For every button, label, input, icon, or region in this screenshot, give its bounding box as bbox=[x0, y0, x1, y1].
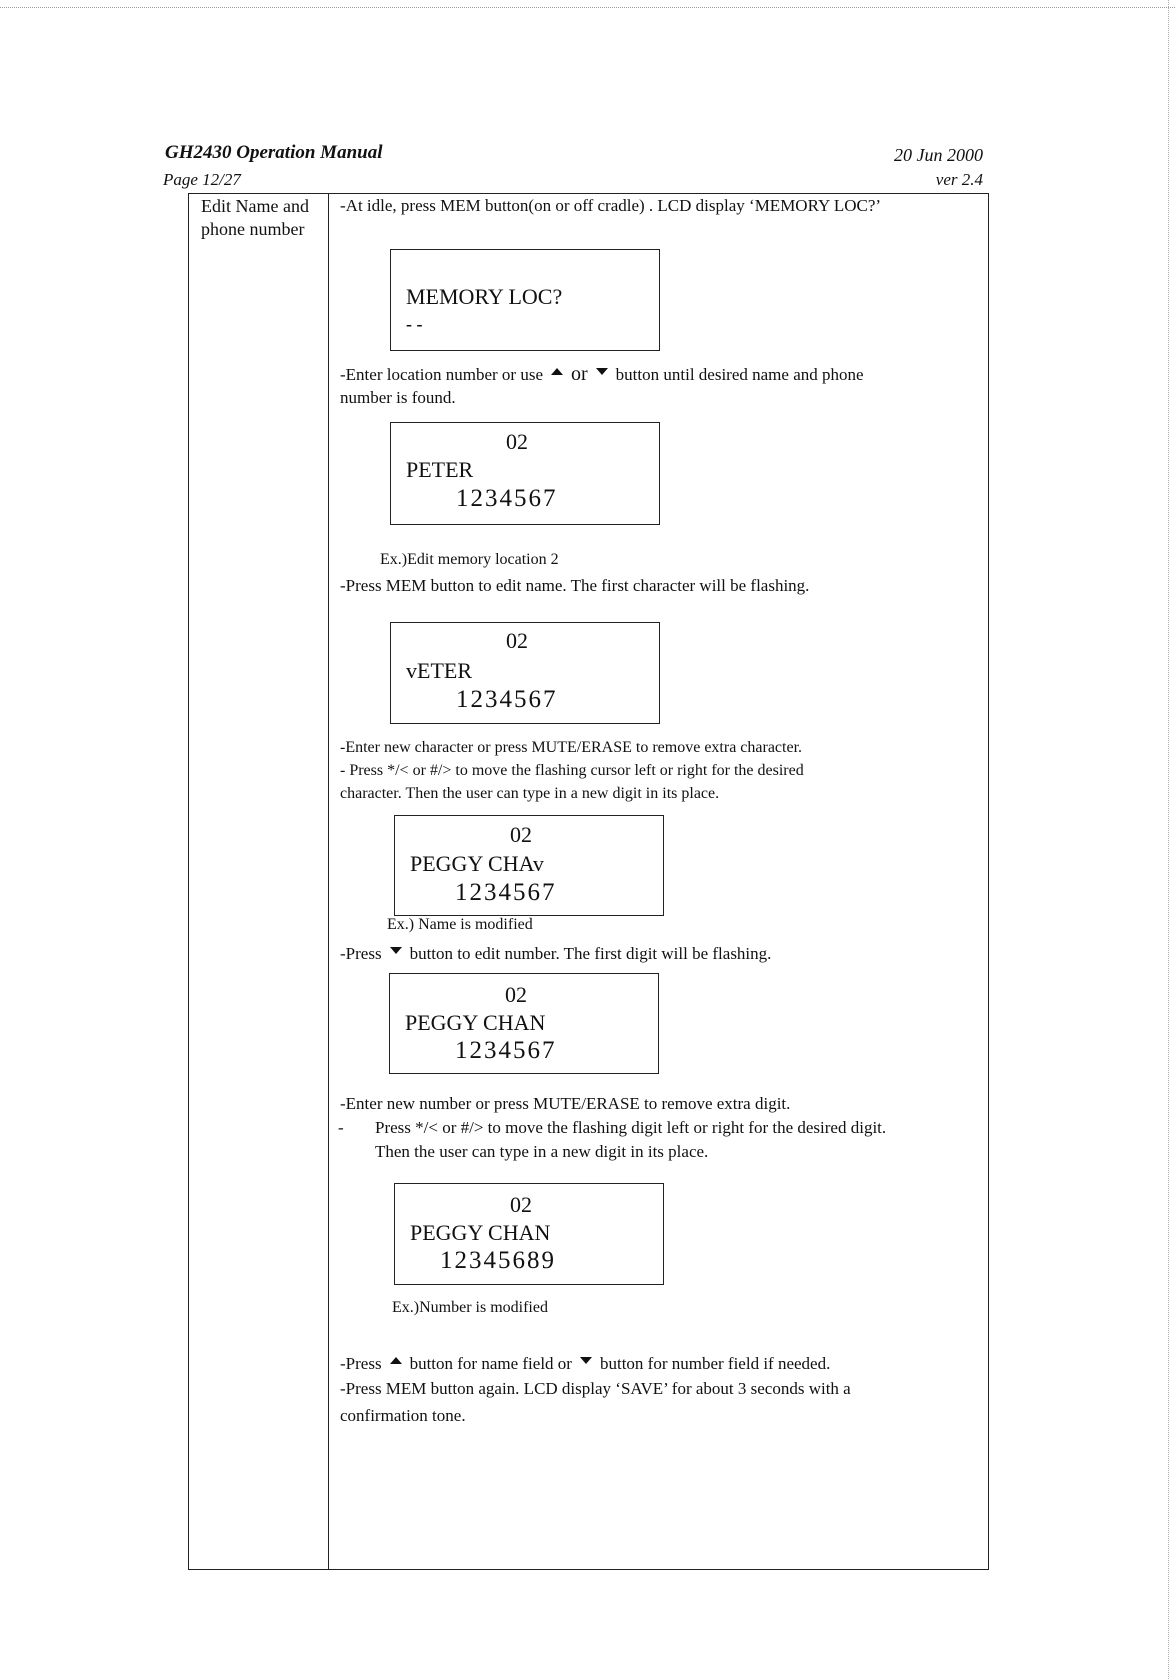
document-title: GH2430 Operation Manual bbox=[165, 142, 383, 163]
step-edit-number-text: button to edit number. The first digit will be flashing. bbox=[409, 944, 772, 963]
lcd-name: vETER bbox=[406, 658, 472, 683]
lcd-location: 02 bbox=[510, 822, 532, 847]
lcd-display-memory-loc bbox=[390, 249, 660, 351]
step-idle-mem: -At idle, press MEM button(on or off cradle) . LCD display ‘MEMORY LOC?’ bbox=[340, 196, 882, 215]
lcd-location: 02 bbox=[510, 1192, 532, 1217]
step-or-text: or bbox=[571, 363, 588, 385]
example-number-modified: Ex.)Number is modified bbox=[392, 1299, 548, 1316]
step-press-mem-edit-name: -Press MEM button to edit name. The first character will be flashing. bbox=[340, 576, 810, 595]
down-arrow-icon bbox=[596, 368, 608, 375]
step-press-mem-save: -Press MEM button again. LCD display ‘SAVE’ for about 3 seconds with a bbox=[340, 1379, 851, 1398]
step-enter-location-text-b: button until desired name and phone bbox=[615, 365, 864, 384]
step-move-cursor-cont: character. Then the user can type in a new digit in its place. bbox=[340, 785, 720, 802]
lcd-number: 1234567 bbox=[456, 485, 558, 512]
step-press-mem-save-cont: confirmation tone. bbox=[340, 1406, 466, 1425]
step-press-text: -Press bbox=[340, 944, 382, 963]
step-enter-location bbox=[340, 362, 864, 387]
scan-right-rule bbox=[1168, 0, 1169, 1679]
table-column-divider bbox=[328, 193, 329, 1570]
step-press-text: -Press bbox=[340, 1354, 382, 1373]
step-bullet-dash: - bbox=[338, 1118, 344, 1137]
document-version: ver 2.4 bbox=[935, 170, 983, 189]
example-edit-location: Ex.)Edit memory location 2 bbox=[380, 551, 559, 568]
lcd-display-peter bbox=[390, 422, 660, 525]
lcd-number: 1234567 bbox=[455, 879, 557, 906]
page-number: Page 12/27 bbox=[163, 170, 241, 189]
lcd-display-peggy-chan bbox=[389, 973, 659, 1074]
lcd-location: 02 bbox=[506, 429, 528, 454]
lcd-display-name-modified bbox=[394, 815, 664, 916]
lcd-display-veter bbox=[390, 622, 660, 724]
lcd-number: 1234567 bbox=[455, 1037, 557, 1064]
step-press-down-edit-number bbox=[340, 942, 771, 966]
lcd-name: PEGGY CHAN bbox=[410, 1220, 551, 1245]
step-move-digit: Press */< or #/> to move the flashing digit left or right for the desired digit. bbox=[375, 1118, 887, 1137]
lcd-name: PEGGY CHAv bbox=[410, 851, 544, 876]
document-date: 20 Jun 2000 bbox=[894, 145, 983, 165]
step-move-digit-cont: Then the user can type in a new digit in its place. bbox=[375, 1142, 709, 1161]
step-enter-new-character: -Enter new character or press MUTE/ERASE to remove extra character. bbox=[340, 739, 803, 756]
scan-top-rule bbox=[0, 7, 1175, 8]
step-enter-location-text-a: -Enter location number or use bbox=[340, 365, 543, 384]
step-enter-location-cont: number is found. bbox=[340, 388, 456, 407]
row-label: Edit Name and phone number bbox=[201, 196, 309, 239]
example-name-modified: Ex.) Name is modified bbox=[387, 916, 533, 933]
step-press-up-or-down bbox=[340, 1352, 830, 1376]
step-move-cursor: - Press */< or #/> to move the flashing cursor left or right for the desired bbox=[340, 762, 804, 779]
lcd-location: 02 bbox=[505, 982, 527, 1007]
up-arrow-icon bbox=[551, 368, 563, 375]
lcd-location: 02 bbox=[506, 628, 528, 653]
step-number-field-text: button for number field if needed. bbox=[599, 1354, 831, 1373]
step-name-field-text: button for name field or bbox=[409, 1354, 572, 1373]
lcd-number: 1234567 bbox=[456, 686, 558, 713]
lcd-display-number-modified bbox=[394, 1183, 664, 1285]
down-arrow-icon bbox=[390, 947, 402, 954]
lcd-number: 12345689 bbox=[440, 1247, 556, 1274]
lcd-line-2: - - bbox=[406, 314, 423, 334]
up-arrow-icon bbox=[390, 1357, 402, 1364]
step-enter-new-number: -Enter new number or press MUTE/ERASE to remove extra digit. bbox=[340, 1094, 791, 1113]
lcd-name: PETER bbox=[406, 457, 474, 482]
lcd-name: PEGGY CHAN bbox=[405, 1010, 546, 1035]
down-arrow-icon bbox=[580, 1357, 592, 1364]
lcd-line-1: MEMORY LOC? bbox=[406, 284, 563, 309]
